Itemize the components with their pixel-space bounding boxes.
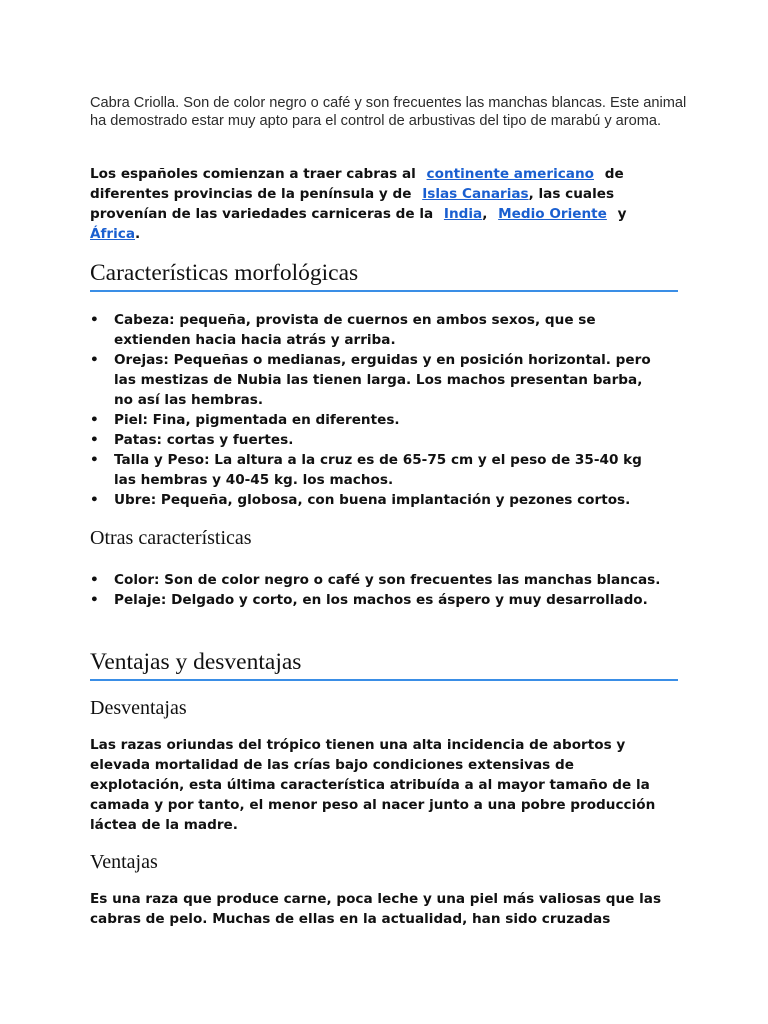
history-text-3: , las cuales provenían de las variedades carniceras de la xyxy=(90,186,615,222)
list-item: • Color: Son de color negro o café y son frecuentes las manchas blancas. xyxy=(90,572,661,588)
history-paragraph xyxy=(90,164,660,244)
morphology-list xyxy=(90,310,665,510)
link-continente-americano[interactable]: continente americano xyxy=(426,166,594,182)
heading-desventajas: Desventajas xyxy=(90,697,187,719)
list-item: • Piel: Fina, pigmentada en diferentes. xyxy=(90,412,400,428)
history-text-5: y xyxy=(617,206,627,222)
other-traits-list xyxy=(90,570,665,610)
heading-caracteristicas-morfologicas: Características morfológicas xyxy=(90,258,678,292)
bullet-icon: • xyxy=(90,492,99,508)
bullet-icon: • xyxy=(90,412,99,428)
bullet-icon: • xyxy=(90,312,99,328)
list-item: • Cabeza: pequeña, provista de cuernos en ambos sexos, que se extienden hacia hacia atrás y arriba. xyxy=(90,312,596,348)
bullet-icon: • xyxy=(90,592,99,608)
link-africa[interactable]: África xyxy=(90,226,136,242)
heading-ventajas: Ventajas xyxy=(90,851,158,873)
heading-otras-caracteristicas: Otras características xyxy=(90,527,252,549)
link-medio-oriente[interactable]: Medio Oriente xyxy=(498,206,607,222)
list-item: • Ubre: Pequeña, globosa, con buena implantación y pezones cortos. xyxy=(90,492,631,508)
bullet-icon: • xyxy=(90,352,99,368)
history-text-6: . xyxy=(135,226,141,242)
list-item: • Pelaje: Delgado y corto, en los machos es áspero y muy desarrollado. xyxy=(90,592,648,608)
list-item: • Talla y Peso: La altura a la cruz es de 65-75 cm y el peso de 35-40 kg las hembras y 40-45 kg. los machos. xyxy=(90,452,642,488)
bullet-icon: • xyxy=(90,572,99,588)
history-text-2: de diferentes provincias de la península y de xyxy=(90,166,624,202)
bullet-icon: • xyxy=(90,432,99,448)
ventajas-paragraph: Es una raza que produce carne, poca leche y una piel más valiosas que las cabras de pelo. Muchas de ellas en la actualidad, han sido cruzadas xyxy=(90,891,662,927)
desventajas-paragraph: Las razas oriundas del trópico tienen una alta incidencia de abortos y elevada mortalidad de las crías bajo condiciones extensivas de explotación, esta última característica atribuída a al mayor tamaño de la camada y por tanto, el menor peso al nacer junto a una pobre producción láctea de la madre. xyxy=(90,737,656,833)
link-islas-canarias[interactable]: Islas Canarias xyxy=(422,186,529,202)
history-text-4: , xyxy=(482,206,488,222)
list-item: • Orejas: Pequeñas o medianas, erguidas y en posición horizontal. pero las mestizas de Nubia las tienen larga. Los machos presentan barba, no así las hembras. xyxy=(90,352,651,408)
history-text-1: Los españoles comienzan a traer cabras al xyxy=(90,166,416,182)
link-india[interactable]: India xyxy=(443,206,483,222)
heading-ventajas-desventajas: Ventajas y desventajas xyxy=(90,647,678,681)
intro-paragraph: Cabra Criolla. Son de color negro o café y son frecuentes las manchas blancas. Este animal ha demostrado estar muy apto para el control de arbustivas del tipo de marabú y aroma. xyxy=(90,95,687,129)
bullet-icon: • xyxy=(90,452,99,468)
list-item: • Patas: cortas y fuertes. xyxy=(90,432,294,448)
